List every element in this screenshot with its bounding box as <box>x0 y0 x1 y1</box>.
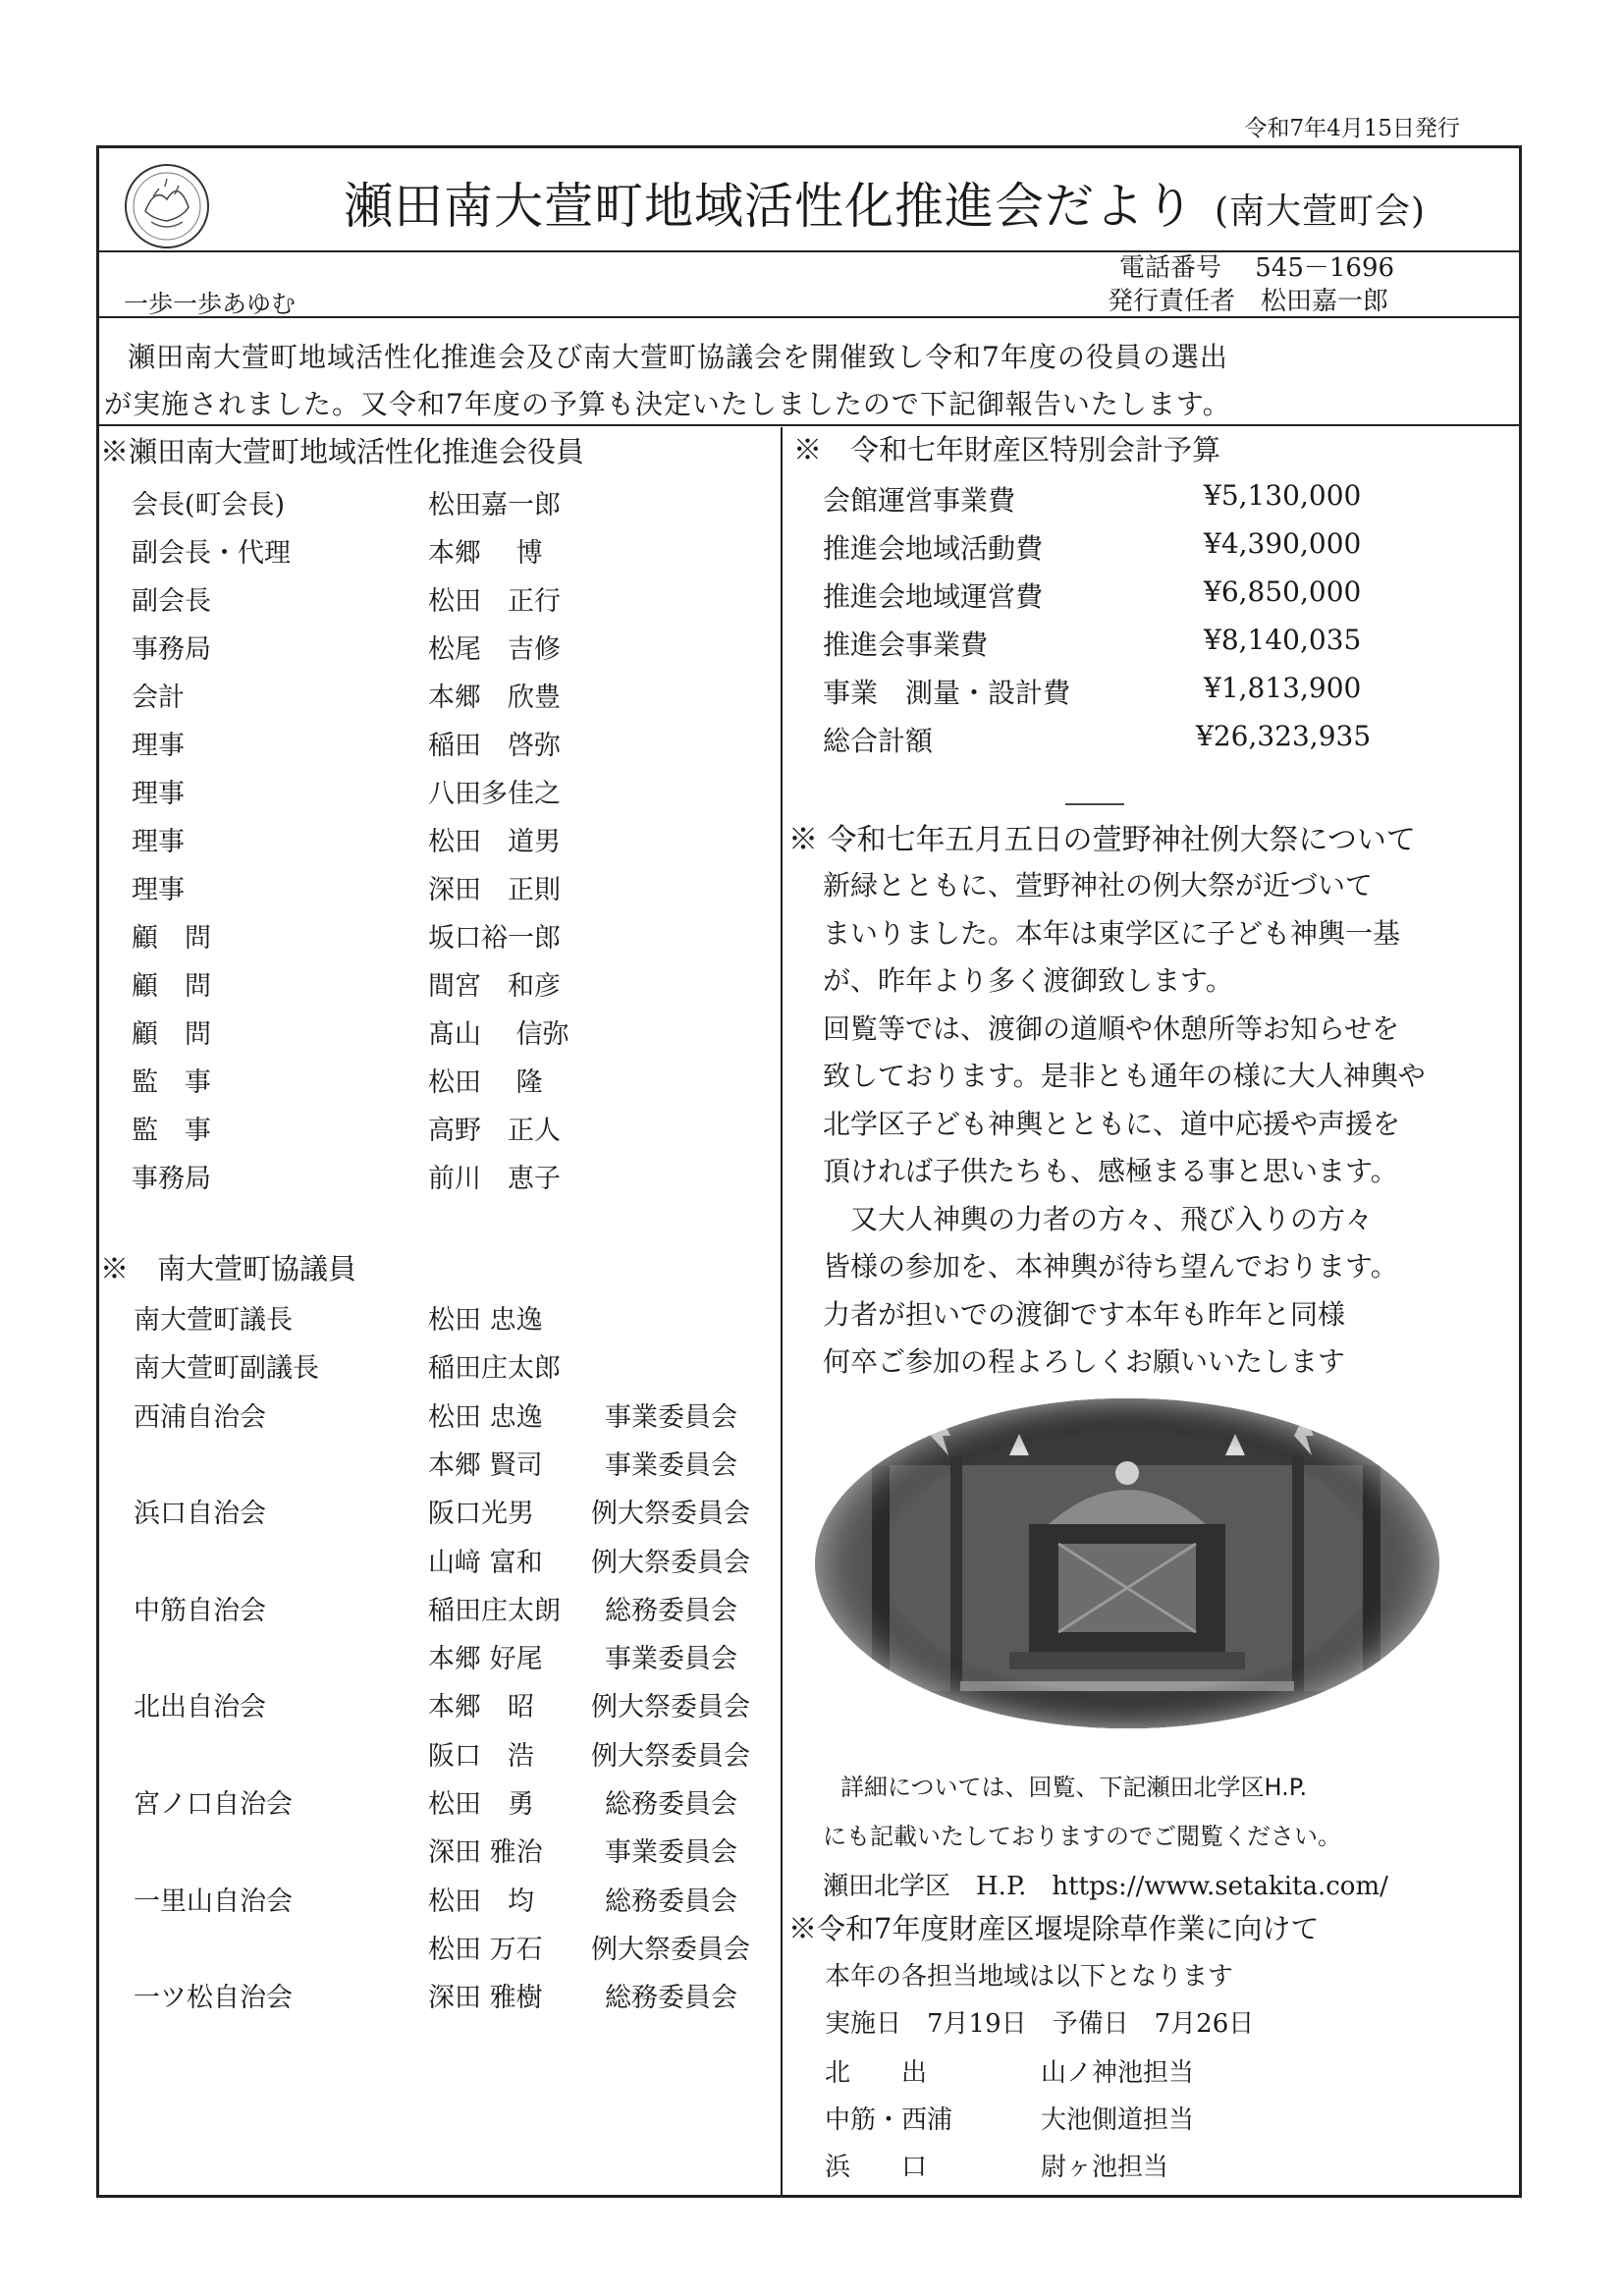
officer-name: 松田 正行 <box>428 586 561 617</box>
officer-name: 深田 正則 <box>428 875 561 905</box>
officer-name: 松田 隆 <box>428 1067 543 1098</box>
council-role: 北出自治会 <box>134 1692 266 1723</box>
festival-heading: ※ 令和七年五月五日の萱野神社例大祭について <box>788 823 1416 857</box>
budget-item: 推進会事業費 <box>823 629 989 661</box>
budget-amount: ¥6,850,000 <box>1204 575 1362 608</box>
officer-role: 顧 問 <box>132 923 211 954</box>
council-heading: ※ 南大萱町協議員 <box>100 1252 357 1285</box>
officer-role: 監 事 <box>132 1116 211 1146</box>
festival-detail-line: 瀬田北学区 H.P. https://www.setakita.com/ <box>823 1872 1388 1901</box>
council-role: 南大萱町議長 <box>134 1305 293 1336</box>
weeding-line: 実施日 7月19日 予備日 7月26日 <box>825 2009 1255 2039</box>
officer-role: 副会長・代理 <box>132 538 291 569</box>
festival-detail-line: にも記載いたしておりますのでご閲覧ください。 <box>823 1823 1341 1850</box>
council-name: 松田 忠逸 <box>428 1305 543 1336</box>
budget-item: 推進会地域運営費 <box>823 580 1044 613</box>
council-committee: 例大祭委員会 <box>591 1740 750 1772</box>
festival-line: 皆様の参加を、本神輿が待ち望んでおります。 <box>823 1250 1398 1283</box>
budget-heading: ※ 令和七年財産区特別会計予算 <box>793 433 1221 466</box>
officer-name: 髙山 信弥 <box>428 1019 569 1050</box>
council-role: 宮ノ口自治会 <box>134 1789 293 1820</box>
officer-name: 間宮 和彦 <box>428 971 561 1002</box>
council-name: 松田 勇 <box>428 1789 534 1820</box>
officer-role: 理事 <box>132 731 185 761</box>
weeding-heading: ※令和7年度財産区堰堤除草作業に向けて <box>788 1912 1320 1945</box>
officers-heading: ※瀬田南大萱町地域活性化推進会役員 <box>100 435 585 468</box>
weeding-area: 北 出 <box>825 2058 928 2088</box>
council-role: 中筋自治会 <box>134 1595 266 1626</box>
officer-name: 前川 恵子 <box>428 1164 561 1194</box>
officer-name: 高野 正人 <box>428 1116 561 1146</box>
council-name: 稲田庄太朗 <box>428 1595 561 1626</box>
festival-line: まいりました。本年は東学区に子ども神輿一基 <box>823 916 1401 950</box>
council-committee: 例大祭委員会 <box>591 1934 750 1965</box>
budget-amount: ¥1,813,900 <box>1204 672 1362 704</box>
seal-emblem-icon <box>116 157 218 255</box>
officer-role: 副会長 <box>132 586 211 617</box>
council-name: 深田 雅治 <box>428 1837 543 1869</box>
officer-role: 会計 <box>132 683 185 713</box>
officer-name: 稲田 啓弥 <box>428 731 561 761</box>
officer-role: 事務局 <box>132 1164 211 1194</box>
council-name: 阪口光男 <box>428 1499 534 1530</box>
council-committee: 事業委員会 <box>605 1644 737 1675</box>
budget-amount: ¥8,140,035 <box>1204 624 1362 656</box>
budget-amount: ¥5,130,000 <box>1204 479 1362 512</box>
newsletter-title <box>344 167 1426 238</box>
council-committee: 総務委員会 <box>605 1886 737 1917</box>
officer-name: 本郷 欣豊 <box>428 683 561 713</box>
council-role: 西浦自治会 <box>134 1401 266 1433</box>
weeding-assignment: 大池側道担当 <box>1041 2105 1195 2135</box>
council-name: 本郷 昭 <box>428 1692 534 1723</box>
officer-name: 松尾 吉修 <box>428 634 561 665</box>
issue-date: 令和7年4月15日発行 <box>1244 116 1460 141</box>
council-name: 本郷 賢司 <box>428 1449 543 1481</box>
publisher: 発行責任者 松田嘉一郎 <box>1108 287 1389 316</box>
officer-name: 八田多佳之 <box>428 779 561 809</box>
council-committee: 事業委員会 <box>605 1401 737 1433</box>
weeding-area: 中筋・西浦 <box>825 2105 953 2135</box>
weeding-area: 浜 口 <box>825 2153 928 2182</box>
officer-name: 松田嘉一郎 <box>428 490 561 520</box>
council-committee: 総務委員会 <box>605 1595 737 1626</box>
intro-divider <box>96 424 1522 426</box>
officer-name: 松田 道男 <box>428 827 561 857</box>
column-divider <box>781 427 783 2197</box>
officer-name: 坂口裕一郎 <box>428 923 561 954</box>
festival-detail-line: 詳細については、回覧、下記瀬田北学区H.P. <box>840 1774 1308 1801</box>
budget-amount: ¥26,323,935 <box>1196 720 1372 752</box>
council-committee: 事業委員会 <box>605 1837 737 1869</box>
officer-role: 理事 <box>132 827 185 857</box>
officer-role: 顧 問 <box>132 971 211 1002</box>
officer-role: 理事 <box>132 779 185 809</box>
officer-role: 理事 <box>132 875 185 905</box>
council-name: 松田 万石 <box>428 1934 543 1965</box>
officer-role: 監 事 <box>132 1067 211 1098</box>
council-committee: 例大祭委員会 <box>591 1499 750 1530</box>
budget-amount: ¥4,390,000 <box>1204 527 1362 560</box>
council-committee: 総務委員会 <box>605 1983 737 2014</box>
slogan: 一歩一歩あゆむ <box>124 290 297 318</box>
council-committee: 総務委員会 <box>605 1789 737 1820</box>
council-name: 本郷 好尾 <box>428 1644 543 1675</box>
budget-item: 会館運営事業費 <box>823 484 1016 517</box>
council-name: 阪口 浩 <box>428 1740 534 1772</box>
budget-item: 推進会地域活動費 <box>823 532 1044 565</box>
weeding-assignment: 尉ヶ池担当 <box>1041 2153 1169 2182</box>
council-committee: 事業委員会 <box>605 1449 737 1481</box>
weeding-line: 本年の各担当地域は以下となります <box>825 1962 1234 1992</box>
council-role: 南大萱町副議長 <box>134 1353 319 1385</box>
council-name: 稲田庄太郎 <box>428 1353 561 1385</box>
festival-line: 回覧等では、渡御の道順や休憩所等お知らせを <box>823 1011 1400 1045</box>
officer-role: 顧 問 <box>132 1019 211 1050</box>
budget-item: 総合計額 <box>823 725 934 757</box>
phone-number: 電話番号 545－1696 <box>1119 253 1395 283</box>
council-name: 松田 忠逸 <box>428 1401 543 1433</box>
intro-line-1: 瀬田南大萱町地域活性化推進会及び南大萱町協議会を開催致し令和7年度の役員の選出 <box>128 341 1228 373</box>
mikoshi-photo <box>813 1396 1441 1730</box>
short-rule <box>1065 803 1124 805</box>
festival-line: 北学区子ども神輿とともに、道中応援や声援を <box>823 1107 1401 1140</box>
officer-name: 本郷 博 <box>428 538 543 569</box>
council-role: 浜口自治会 <box>134 1499 266 1530</box>
festival-line: 新緑とともに、萱野神社の例大祭が近づいて <box>823 869 1374 902</box>
council-role: 一里山自治会 <box>134 1886 293 1917</box>
budget-item: 事業 測量・設計費 <box>823 677 1071 709</box>
officer-role: 事務局 <box>132 634 211 665</box>
festival-line: 頂ければ子供たちも、感極まる事と思います。 <box>823 1155 1398 1187</box>
council-committee: 例大祭委員会 <box>591 1547 750 1578</box>
council-name: 深田 雅樹 <box>428 1983 543 2014</box>
council-committee: 例大祭委員会 <box>591 1692 750 1723</box>
council-role: 一ツ松自治会 <box>134 1983 293 2014</box>
officer-role: 会長(町会長) <box>132 490 286 520</box>
festival-line: 力者が担いでの渡御です本年も昨年と同様 <box>823 1297 1346 1331</box>
festival-line: 致しております。是非とも通年の様に大人神輿や <box>823 1060 1426 1092</box>
festival-line: 何卒ご参加の程よろしくお願いいたします <box>823 1345 1346 1378</box>
council-name: 山﨑 富和 <box>428 1547 543 1578</box>
intro-line-2: が実施されました。又令和7年度の予算も決定いたしましたので下記御報告いたします。 <box>104 388 1231 420</box>
title-sub: (南大萱町会) <box>1215 191 1427 232</box>
festival-line: が、昨年より多く渡御致します。 <box>823 964 1233 997</box>
festival-line: 又大人神輿の力者の方々、飛び入りの方々 <box>823 1202 1374 1235</box>
council-name: 松田 均 <box>428 1886 534 1917</box>
weeding-assignment: 山ノ神池担当 <box>1041 2058 1195 2088</box>
title-main: 瀬田南大萱町地域活性化推進会だより <box>344 178 1195 235</box>
